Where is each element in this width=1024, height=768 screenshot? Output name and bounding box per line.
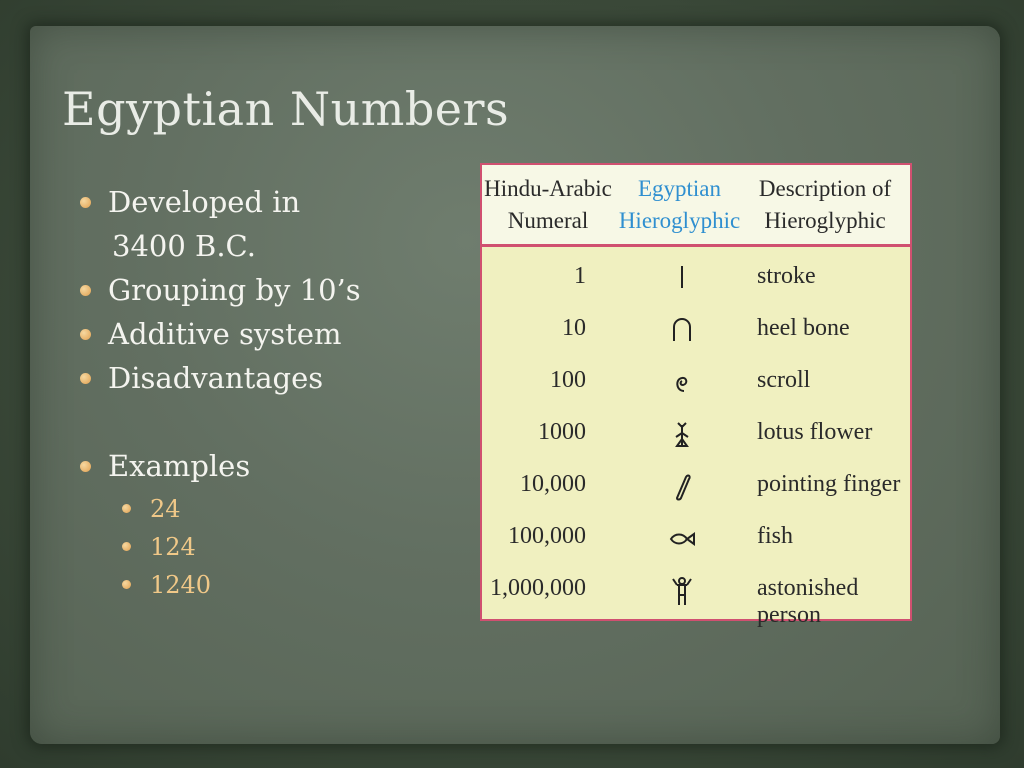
- example-item: [118, 490, 458, 528]
- row-numeral: 100,000: [508, 523, 586, 549]
- bullet-grouping-text: Grouping by 10’s: [108, 273, 361, 307]
- bullet-disadvantages-text: Disadvantages: [108, 361, 324, 395]
- table-row: [482, 463, 910, 515]
- examples-sublist: [108, 490, 458, 604]
- row-description: lotus flower: [757, 419, 873, 445]
- row-description: astonished person: [757, 575, 859, 628]
- bullet-dot-icon: [80, 285, 91, 296]
- bullet-developed: [78, 180, 458, 268]
- header-hindu-arabic: [482, 173, 614, 237]
- bullet-dot-icon: [80, 197, 91, 208]
- bullet-additive-text: Additive system: [108, 317, 342, 351]
- row-numeral: 100: [550, 367, 586, 393]
- example-value: 24: [150, 495, 181, 523]
- sub-bullet-dot-icon: [122, 504, 131, 513]
- bullet-dot-icon: [80, 329, 91, 340]
- bullet-dot-icon: [80, 373, 91, 384]
- row-numeral: 1: [574, 263, 586, 289]
- table-row: [482, 411, 910, 463]
- header-egyptian: [617, 173, 742, 237]
- pointing-finger-icon: [632, 471, 732, 509]
- bullet-grouping: [78, 268, 458, 312]
- stroke-icon: [632, 263, 732, 299]
- astonished-person-icon: [632, 575, 732, 615]
- header-text: Description of Hieroglyphic: [758, 176, 892, 233]
- bullet-list: [78, 180, 458, 604]
- bullet-developed-line2: 3400 B.C.: [112, 229, 256, 263]
- lotus-flower-icon: [632, 419, 732, 457]
- table-row: [482, 515, 910, 567]
- example-item: [118, 566, 458, 604]
- header-text: Hindu-Arabic Numeral: [484, 176, 612, 233]
- row-numeral: 10,000: [520, 471, 586, 497]
- table-header: [482, 165, 910, 247]
- scroll-icon: [632, 367, 732, 403]
- header-description: [750, 173, 900, 237]
- table-row: [482, 255, 910, 307]
- sub-bullet-dot-icon: [122, 580, 131, 589]
- table-row: [482, 359, 910, 411]
- fish-icon: [632, 523, 732, 559]
- row-description: fish: [757, 523, 793, 549]
- header-text: Egyptian Hieroglyphic: [618, 176, 741, 233]
- row-numeral: 1000: [538, 419, 586, 445]
- heel-bone-icon: [632, 315, 732, 351]
- row-description: scroll: [757, 367, 811, 393]
- bullet-dot-icon: [80, 461, 91, 472]
- bullet-disadvantages: [78, 356, 458, 400]
- bullet-additive: [78, 312, 458, 356]
- bullet-spacer: [78, 400, 458, 444]
- bullet-examples-text: Examples: [108, 449, 251, 483]
- bullet-developed-line1: Developed in: [108, 185, 301, 219]
- row-description: stroke: [757, 263, 816, 289]
- example-value: 124: [150, 533, 196, 561]
- table-row: [482, 307, 910, 359]
- example-value: 1240: [150, 571, 212, 599]
- row-numeral: 1,000,000: [490, 575, 586, 601]
- row-description: heel bone: [757, 315, 850, 341]
- bullet-examples: [78, 444, 458, 604]
- row-description: pointing finger: [757, 471, 901, 497]
- table-row: [482, 567, 910, 628]
- slide-title: Egyptian Numbers: [62, 82, 510, 136]
- row-numeral: 10: [562, 315, 586, 341]
- sub-bullet-dot-icon: [122, 542, 131, 551]
- example-item: [118, 528, 458, 566]
- numeral-table: [480, 163, 912, 628]
